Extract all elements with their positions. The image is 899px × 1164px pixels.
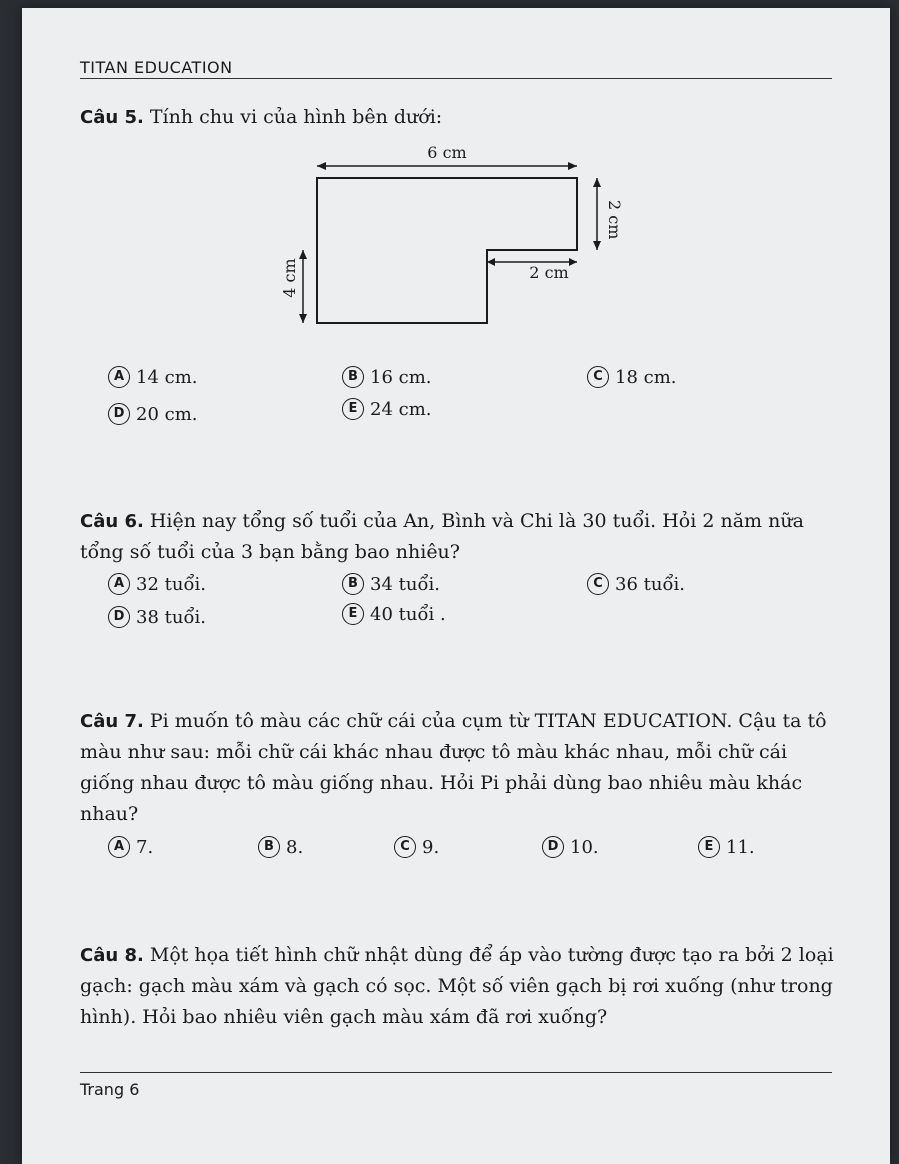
right-dimension-label: 2 cm [605, 200, 624, 240]
right-arrow-bottom [593, 241, 601, 250]
top-dimension-label: 6 cm [427, 143, 467, 162]
q5-option-d-letter: D [108, 403, 130, 425]
q5-option-e-letter: E [342, 398, 364, 420]
q5-option-a[interactable] [108, 366, 198, 388]
q5-option-b-letter: B [342, 366, 364, 388]
top-arrow-left [317, 162, 326, 170]
q6-option-e[interactable] [342, 603, 446, 625]
q6-option-b-text: 34 tuổi. [370, 573, 440, 595]
q7-option-d-text: 10. [570, 836, 599, 858]
question-8 [80, 940, 840, 1033]
q5-option-d-text: 20 cm. [136, 403, 198, 425]
q6-option-b[interactable] [342, 573, 440, 595]
q6-option-e-letter: E [342, 603, 364, 625]
question-5-text: Tính chu vi của hình bên dưới: [149, 106, 443, 128]
question-7-text: Pi muốn tô màu các chữ cái của cụm từ TITAN EDUCATION. Cậu ta tô màu như sau: mỗi chữ cái khác nhau được tô màu khác nhau, mỗi chữ cái giống nhau được tô màu giống nhau. Hỏi Pi phải dùng bao nhiêu màu khác nhau? [80, 710, 827, 825]
q7-option-a-letter: A [108, 836, 130, 858]
q7-option-a[interactable] [108, 836, 153, 858]
left-dimension-label: 4 cm [280, 258, 299, 298]
question-6-text: Hiện nay tổng số tuổi của An, Bình và Chi là 30 tuổi. Hỏi 2 năm nữa tổng số tuổi của 3 bạn bằng bao nhiêu? [80, 510, 804, 563]
q7-option-e-letter: E [698, 836, 720, 858]
q6-option-a[interactable] [108, 573, 206, 595]
q6-option-a-letter: A [108, 573, 130, 595]
q7-option-c-text: 9. [422, 836, 440, 858]
q5-option-c-text: 18 cm. [615, 366, 677, 388]
step-arrow-right [569, 258, 577, 266]
step-dimension-label: 2 cm [529, 263, 569, 282]
q6-option-d-text: 38 tuổi. [136, 606, 206, 628]
l-shape [317, 178, 577, 323]
q6-option-c-letter: C [587, 573, 609, 595]
q6-option-a-text: 32 tuổi. [136, 573, 206, 595]
header-brand: TITAN EDUCATION [80, 58, 233, 77]
q6-option-e-text: 40 tuổi . [370, 603, 446, 625]
header-divider [80, 78, 832, 79]
worksheet-page [22, 8, 890, 1164]
q5-option-c-letter: C [587, 366, 609, 388]
q7-option-e-text: 11. [726, 836, 755, 858]
question-8-label: Câu 8. [80, 945, 144, 966]
q5-option-b-text: 16 cm. [370, 366, 432, 388]
question-5 [80, 102, 840, 133]
l-shape-figure [277, 138, 637, 338]
footer-divider [80, 1072, 832, 1073]
right-arrow-top [593, 178, 601, 187]
q5-option-a-text: 14 cm. [136, 366, 198, 388]
q7-option-c-letter: C [394, 836, 416, 858]
q5-option-b[interactable] [342, 366, 432, 388]
q7-option-a-text: 7. [136, 836, 154, 858]
q7-option-b-letter: B [258, 836, 280, 858]
q5-option-e-text: 24 cm. [370, 398, 432, 420]
question-6 [80, 506, 840, 568]
q7-option-e[interactable] [698, 836, 755, 858]
q5-option-c[interactable] [587, 366, 677, 388]
q7-option-d[interactable] [542, 836, 599, 858]
question-7-label: Câu 7. [80, 711, 144, 732]
q5-option-e[interactable] [342, 398, 432, 420]
question-8-text: Một họa tiết hình chữ nhật dùng để áp vào tường được tạo ra bởi 2 loại gạch: gạch màu xám và gạch có sọc. Một số viên gạch bị rơi xuống (như trong hình). Hỏi bao nhiêu viên gạch màu xám đã rơi xuống? [80, 944, 834, 1028]
q5-option-d[interactable] [108, 403, 198, 425]
q7-option-b-text: 8. [286, 836, 304, 858]
q6-option-d[interactable] [108, 606, 206, 628]
left-arrow-top [299, 250, 307, 259]
q5-option-a-letter: A [108, 366, 130, 388]
question-6-label: Câu 6. [80, 511, 144, 532]
step-arrow-left [487, 258, 495, 266]
page-number: Trang 6 [80, 1080, 140, 1099]
q7-option-c[interactable] [394, 836, 439, 858]
top-arrow-right [568, 162, 577, 170]
q7-option-b[interactable] [258, 836, 303, 858]
question-7 [80, 706, 840, 830]
left-arrow-bottom [299, 314, 307, 323]
q7-option-d-letter: D [542, 836, 564, 858]
q6-option-c-text: 36 tuổi. [615, 573, 685, 595]
q6-option-c[interactable] [587, 573, 685, 595]
question-5-label: Câu 5. [80, 107, 144, 128]
q6-option-d-letter: D [108, 606, 130, 628]
q6-option-b-letter: B [342, 573, 364, 595]
